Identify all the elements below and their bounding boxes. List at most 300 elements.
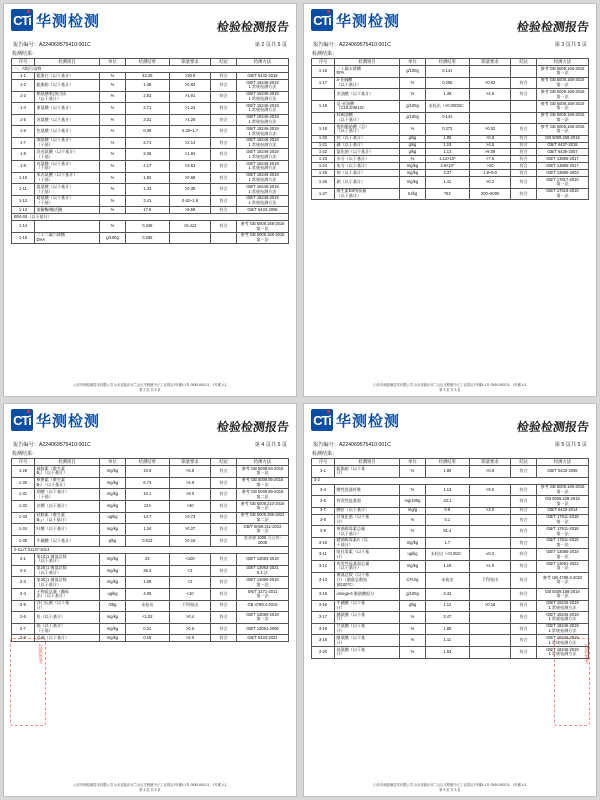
cell-item: 钴胺素（维生素 B₁₂）（以干基计） — [34, 512, 99, 524]
cell-lim: >9.0 — [169, 489, 210, 501]
cell-no: 1-34 — [12, 524, 35, 536]
cell-unit: % — [100, 149, 126, 161]
cell-unit: CFU/g — [400, 572, 426, 588]
cell-res: 1.48 — [125, 79, 169, 91]
cell-unit: % — [100, 221, 126, 233]
cell-meth: GB/T 6433-2022 — [236, 635, 288, 642]
cell-item: 维生素D3残留量 （以干基计） — [334, 188, 399, 200]
cell-jud: 符合 — [211, 79, 237, 91]
cell-meth: 参考 GB 5009.168-2016 第一法 — [536, 112, 588, 124]
section-cell: B04-03（以干基计） — [12, 214, 289, 221]
column-header: 结论 — [211, 459, 237, 466]
cell-res: 0.513 — [125, 535, 169, 547]
cell-no: 1-35 — [12, 535, 35, 547]
table-row — [12, 524, 289, 536]
cell-res: 1.82 — [125, 172, 169, 184]
column-header: 序号 — [312, 59, 335, 66]
cell-jud: 符合 — [211, 577, 237, 589]
cell-meth: 参考 GB 5009.210-2016 第一法 — [236, 500, 288, 512]
cell-res: 1.63 — [425, 646, 469, 658]
table-row — [12, 600, 289, 612]
cell-meth: GB/T 13083-2018 — [236, 554, 288, 566]
cell-meth: 参考 GB 5009.168-2016 第一法 — [236, 221, 288, 233]
cell-meth: GB/T 18246-2019 1 常规检测方法 — [236, 137, 288, 149]
results-table — [311, 58, 589, 200]
cell-unit: mg/kg — [100, 489, 126, 501]
cell-item: 赭曲霉毒素A（以 干基计） — [334, 537, 399, 549]
cell-jud: 符合 — [211, 535, 237, 547]
page-header — [311, 409, 589, 443]
cell-meth: GB/T 18246-2019 1 常规检测方法 — [536, 612, 588, 624]
cell-meth: GB/T 18246-2019 1 常规检测方法 — [236, 103, 288, 115]
column-header: 检测结果 — [125, 459, 169, 466]
cell-no: 1-29 — [12, 466, 35, 478]
cell-meth: 参考 GB 5009.285-2022 第二法 — [236, 512, 288, 524]
cell-item: 赖氨酸/粗蛋白质 （以干基计） — [34, 91, 99, 103]
cell-no: 1-32 — [12, 500, 35, 512]
cell-meth: GB/T 18246-2019 1 常规检测方法 — [236, 172, 288, 184]
results-table — [11, 58, 289, 244]
cell-lim: >1.0 — [469, 561, 510, 573]
cell-res: 1.89 — [425, 466, 469, 478]
table-row — [12, 489, 289, 501]
cell-jud: 符合 — [511, 484, 537, 496]
cell-jud: 符合 — [211, 600, 237, 612]
cell-jud: 符合 — [511, 507, 537, 514]
cell-item: 精氨酸（以干基计） （干基） — [34, 195, 99, 207]
cell-unit: mg/kg — [400, 170, 426, 177]
cell-jud: 符合 — [211, 184, 237, 196]
brand-name: 华测检测 — [36, 12, 101, 30]
cell-res: 3.31 — [125, 114, 169, 126]
cell-item: 反-亚油酸 （C18:2n9t12t） — [334, 100, 399, 112]
column-header: 序号 — [312, 459, 335, 466]
cell-no: 1-10 — [12, 172, 35, 184]
cell-meth: GB/T 13885-2017 — [536, 156, 588, 163]
cell-item: 二十二碳六烯酸 DHA — [34, 232, 99, 244]
cell-no: 2-2 — [12, 565, 35, 577]
cell-unit: mg/kg — [100, 477, 126, 489]
cell-jud: 符合 — [211, 91, 237, 103]
column-header: 单位 — [100, 59, 126, 66]
cell-unit: mg/kg — [100, 500, 126, 512]
cell-lim — [469, 526, 510, 538]
footer-page-number: 第 2 页 共 5 页 — [139, 387, 161, 392]
cell-unit: mg/kg — [400, 537, 426, 549]
cell-res: 未检出 — [425, 572, 469, 588]
table-row — [12, 137, 289, 149]
column-header: 检测方法 — [536, 459, 588, 466]
cell-res: 1.19 — [425, 142, 469, 149]
cell-meth: GB/T 18246-2019 1 常规检测方法 — [236, 184, 288, 196]
page-footer — [311, 780, 589, 792]
cell-lim: >0.92 — [169, 79, 210, 91]
cell-jud: 符合 — [511, 89, 537, 101]
cell-res: 0.19 — [125, 635, 169, 642]
cell-meth: GB 5009.268-2016 — [536, 135, 588, 142]
cell-no: 2-6 — [12, 612, 35, 624]
cell-lim: >3.0 — [469, 507, 510, 514]
cell-meth: 参考 GB 5009.89-2016 第二法 — [236, 489, 288, 501]
cell-meth: GB/T 18246-2019 1 常规检测方法 — [236, 79, 288, 91]
cell-no: 3-12 — [312, 561, 335, 573]
cell-item: 钠（以干基计） — [334, 170, 399, 177]
column-header: 结论 — [211, 59, 237, 66]
cell-item: 第2组1 菌落总数 （以干基计） — [34, 565, 99, 577]
table-row — [312, 170, 589, 177]
cell-no: 1-16 — [312, 66, 335, 78]
cell-lim: >5.8 — [169, 466, 210, 478]
cell-unit: g/kg — [400, 149, 426, 156]
report-page — [3, 403, 297, 797]
cell-item: 氯化钠（以干基计） — [334, 149, 399, 156]
cell-res: 36.3 — [125, 565, 169, 577]
cell-item: 沙门氏菌（以干基 计） — [34, 600, 99, 612]
cell-meth: GB/T 13080-2018 第一法 — [236, 612, 288, 624]
cell-meth: GB/T 13085-2018 第一法 — [536, 549, 588, 561]
page-footer — [11, 780, 289, 792]
cell-meth: GB/T 18246-2019 1 常规检测方法 — [236, 114, 288, 126]
cell-item: 苏氨酸（以干基计） — [34, 114, 99, 126]
cell-meth: 参考 GB 5009.168-2016 第一法 — [536, 66, 588, 78]
cell-unit: % — [100, 195, 126, 207]
table-row — [312, 600, 589, 612]
cell-res: 0.205 — [125, 232, 169, 244]
cell-no: 3-5 — [312, 496, 335, 508]
cell-jud: 符合 — [511, 149, 537, 156]
cell-res: 1.85 — [425, 623, 469, 635]
cell-item: 干物质总量（酶标 法）（以干基计） — [34, 588, 99, 600]
results-label: 检测结果： — [12, 51, 38, 57]
table-row — [312, 549, 589, 561]
cell-no: 1-2 — [12, 79, 35, 91]
cell-meth: GB/T 13885-2017 — [536, 163, 588, 170]
cell-res: 124 — [125, 500, 169, 512]
cell-jud: 符合 — [211, 126, 237, 138]
table-row — [312, 537, 589, 549]
cell-no: 2-8 — [12, 635, 35, 642]
cell-item: 粗脂肪（以干基计） — [34, 79, 99, 91]
logo-dot-icon — [327, 10, 330, 13]
table-row — [12, 535, 289, 547]
cell-unit: g/kg — [400, 135, 426, 142]
table-row — [312, 89, 589, 101]
cell-item: 钙（以干基计） — [334, 135, 399, 142]
cell-no: 2-7 — [12, 623, 35, 635]
cell-res: 81.4 — [425, 526, 469, 538]
cell-unit: % — [400, 124, 426, 136]
cell-no: 3-4 — [312, 484, 335, 496]
cell-res: 1.34 — [125, 524, 169, 536]
cell-jud: 符合 — [511, 170, 537, 177]
cell-res: 10.1 — [125, 489, 169, 501]
cell-lim: >9.59 — [169, 207, 210, 214]
cell-jud: 符合 — [511, 496, 537, 508]
cell-unit: mg/kg — [100, 524, 126, 536]
cell-lim — [469, 646, 510, 658]
cell-lim: >2.0 — [169, 635, 210, 642]
cell-meth: GB/T 17911-2018 第一法 — [536, 514, 588, 526]
column-header: 限量要求 — [469, 59, 510, 66]
report-stamp: 仅供参考 — [583, 644, 589, 664]
footer-page-number: 第 3 页 共 5 页 — [439, 387, 461, 392]
cell-lim — [469, 537, 510, 549]
cell-lim: 0.62~1.6 — [169, 195, 210, 207]
cell-res: 0.1 — [425, 514, 469, 526]
cell-no: 1-7 — [12, 137, 35, 149]
page-indicator: 第 3 页共 5 页 — [554, 42, 587, 48]
cell-res: 43.29 — [125, 73, 169, 80]
report-number: 报告编号：A224069575410:001C — [13, 42, 91, 48]
brand-name: 华测检测 — [36, 412, 101, 430]
footer-address: 山东华测检测技术有限公司 山东省临沂市兰山区半程镇中丘工业园区1号楼4-1号 0539-8002 5、1号楼 4-1 — [73, 783, 227, 788]
cell-lim: >1.84 — [169, 149, 210, 161]
cell-unit: % — [100, 126, 126, 138]
table-row — [12, 114, 289, 126]
table-row — [312, 124, 589, 136]
cell-meth: GB/T 17911-2018 第一法 — [536, 526, 588, 538]
cell-res: 2.71 — [125, 137, 169, 149]
cell-res: 1.11 — [425, 177, 469, 189]
cell-meth: 参考 GB 5009.168-2016 第一法 — [536, 124, 588, 136]
cell-no: 1-22 — [312, 149, 335, 156]
cell-jud: 符合 — [211, 477, 237, 489]
cell-res: 782 — [425, 188, 469, 200]
table-row — [12, 149, 289, 161]
cell-meth: GB/T 18246-2019 1 常规检测方法 — [236, 126, 288, 138]
cell-unit: % — [400, 646, 426, 658]
cell-no: 3-9 — [312, 526, 335, 538]
report-title: 检验检测报告 — [215, 20, 290, 34]
cell-res: 0.39 — [125, 126, 169, 138]
table-row — [312, 484, 589, 496]
cell-meth: GB/T 13885-2003 — [536, 170, 588, 177]
cell-unit: % — [400, 77, 426, 89]
cell-no: 3-17 — [312, 612, 335, 624]
table-row — [312, 496, 589, 508]
cell-item: 过氧化值（以干基 计） — [334, 514, 399, 526]
cell-item: 烟酸（以干基计） （干基） — [34, 489, 99, 501]
brand-logo — [11, 9, 100, 31]
page-indicator: 第 2 页共 5 页 — [254, 42, 287, 48]
cell-no: 1-5 — [12, 114, 35, 126]
cell-meth: GB/T 18246-2019 1 常规检测方法 — [236, 161, 288, 173]
cell-no: 1-30 — [12, 477, 35, 489]
cell-jud: 符合 — [511, 572, 537, 588]
cell-jud: 符合 — [511, 561, 537, 573]
table-row — [312, 588, 589, 600]
cell-item: 磷（以干基计） — [334, 142, 399, 149]
cell-res: 0.141 — [425, 112, 469, 124]
cell-lim — [469, 514, 510, 526]
cell-no: 1-24 — [312, 163, 335, 170]
cell-res: 1.39 — [425, 89, 469, 101]
cell-lim: >0.6 — [169, 623, 210, 635]
cell-jud: 符合 — [211, 73, 237, 80]
table-row — [312, 156, 589, 163]
page-header — [11, 409, 289, 443]
cell-no: 1-31 — [12, 489, 35, 501]
cell-unit: mg/kg — [100, 466, 126, 478]
cell-meth: 参考 GB 5009.168-2016 第一法 — [536, 89, 588, 101]
cell-meth: 参考 GB 5009.84-2016 第一法 — [236, 466, 288, 478]
cell-item: 脯氨酸（以干基 计） — [334, 612, 399, 624]
cell-no: 1-14 — [12, 221, 35, 233]
cell-unit: % — [400, 635, 426, 647]
column-header: 单位 — [400, 459, 426, 466]
report-page — [3, 3, 297, 397]
column-header: 限量要求 — [469, 459, 510, 466]
cell-item — [34, 221, 99, 233]
cell-no: 1-6 — [12, 126, 35, 138]
table-row — [12, 79, 289, 91]
cell-unit: g/kg — [400, 142, 426, 149]
cell-item: 总砷（以干基计） — [34, 635, 99, 642]
cell-meth: GB/T 13091-2022 第一法 — [536, 561, 588, 573]
cell-lim: >7.5 — [469, 156, 510, 163]
cell-res: 未检出 — [125, 600, 169, 612]
cell-res: 未检出（<0.002） — [425, 549, 469, 561]
cell-unit: g/100g — [100, 232, 126, 244]
cell-jud — [511, 100, 537, 112]
cell-unit: mg/kg — [400, 177, 426, 189]
cell-item: 饱和脂肪酸（总） （以干基计） — [334, 124, 399, 136]
cell-no — [312, 89, 335, 101]
cell-lim: >20 — [469, 163, 510, 170]
table-row — [12, 477, 289, 489]
cell-jud: 符合 — [511, 623, 537, 635]
cell-item: a-亚麻酸 （以干基计） — [334, 77, 399, 89]
cell-jud: 符合 — [511, 156, 537, 163]
cell-unit: % — [400, 623, 426, 635]
cell-lim — [469, 66, 510, 78]
page-indicator: 第 4 页共 5 页 — [254, 442, 287, 448]
cell-no: 2-3 — [12, 577, 35, 589]
cell-lim: 1.8~9.0 — [469, 170, 510, 177]
cti-logo-icon: CTi — [11, 409, 33, 431]
cell-lim: 0.25~1.7 — [169, 126, 210, 138]
cell-item: 组氨酸（以干基计） （干基） — [34, 184, 99, 196]
cell-jud — [511, 66, 537, 78]
cell-jud: 符合 — [211, 635, 237, 642]
cell-item: 亚油酸（以干基计） — [334, 89, 399, 101]
cell-lim: <2 — [169, 565, 210, 577]
cell-no: 1-15 — [12, 232, 35, 244]
cell-meth: GB/T 17817-2010 第一法 — [536, 177, 588, 189]
cell-lim — [469, 588, 510, 600]
report-number-row — [311, 41, 589, 48]
column-header: 检测结果 — [425, 459, 469, 466]
cell-unit: % — [100, 79, 126, 91]
cell-no: 3-1 — [312, 466, 335, 478]
table-row — [12, 91, 289, 103]
table-row — [312, 514, 589, 526]
table-row — [312, 188, 589, 200]
cell-res: 23.1 — [425, 496, 469, 508]
table-row — [12, 103, 289, 115]
cell-jud: 符合 — [211, 612, 237, 624]
results-label: 检测结果： — [12, 451, 38, 457]
footer-address: 山东华测检测技术有限公司 山东省临沂市兰山区半程镇中丘工业园区1号楼4-1号 0539-8002 5、1号楼 4-1 — [373, 383, 527, 388]
footer-address: 山东华测检测技术有限公司 山东省临沂市兰山区半程镇中丘工业园区1号楼4-1号 0539-8002 5、1号楼 4-1 — [373, 783, 527, 788]
cell-lim — [469, 112, 510, 124]
cell-unit: g/100g — [400, 66, 426, 78]
cell-meth: GB/T 6433-2006 — [536, 466, 588, 478]
cell-unit: g/100g — [400, 588, 426, 600]
cell-jud: 符合 — [211, 221, 237, 233]
cell-meth: SN/T 3271-2011 第一法 — [236, 588, 288, 600]
cell-lim — [469, 496, 510, 508]
cell-item: 呕吐毒素（以干基 计） — [334, 549, 399, 561]
cell-item: 酪氨酸（以干基 计） — [334, 635, 399, 647]
cell-res: 0.31 — [125, 623, 169, 635]
section-cell: 2-GL/T 31137-2014 — [12, 547, 289, 554]
cell-meth: 参考 GB 5009.168-2016 第一法 — [236, 232, 288, 244]
cell-unit: mg/kg — [100, 577, 126, 589]
table-row — [12, 500, 289, 512]
column-header: 序号 — [12, 59, 35, 66]
cell-res: 1.13 — [425, 484, 469, 496]
section-cell: 3-2 — [312, 477, 589, 484]
table-row — [312, 177, 589, 189]
cell-unit: % — [100, 207, 126, 214]
cell-item: 亮氨酸（以干基计） （干基） — [34, 161, 99, 173]
cell-lim: >0.35 — [169, 184, 210, 196]
page-footer — [11, 380, 289, 392]
cell-meth: GB/T 18246-2019 1 常规检测方法 — [236, 195, 288, 207]
cell-res: 3.37 — [425, 170, 469, 177]
cell-res: 0.346 — [125, 221, 169, 233]
cell-lim — [169, 232, 210, 244]
cell-jud: 符合 — [211, 149, 237, 161]
cell-meth: GB/T 13082-2021 6.1 法 — [236, 565, 288, 577]
cell-jud: 符合 — [211, 103, 237, 115]
results-table — [11, 458, 289, 642]
table-header-row — [12, 59, 289, 66]
cell-lim: <10 — [169, 588, 210, 600]
cell-jud: 符合 — [211, 195, 237, 207]
cell-lim: >40 — [169, 500, 210, 512]
cell-unit: % — [100, 172, 126, 184]
cell-lim — [469, 100, 510, 112]
cell-meth: GB/T 18246-2019 1 常规检测方法 — [536, 635, 588, 647]
cell-item: 核黄素（维生素 B₂）（以干基计） — [34, 477, 99, 489]
cell-res: 1.11 — [425, 635, 469, 647]
cell-jud: 符合 — [211, 207, 237, 214]
cell-jud — [211, 232, 237, 244]
cell-jud: 符合 — [211, 489, 237, 501]
cell-item: 棕榈油酸 （以干基计） — [334, 112, 399, 124]
cell-unit: g/kg — [100, 535, 126, 547]
cell-unit: % — [100, 73, 126, 80]
cell-no: 3-13 — [312, 572, 335, 588]
cell-unit: mg/g — [400, 507, 426, 514]
cell-res: 2.71 — [125, 103, 169, 115]
cell-jud: 符合 — [511, 549, 537, 561]
cell-meth: 农业部 1005 号公告- 2008 — [236, 535, 288, 547]
cell-res: 2.36 — [125, 149, 169, 161]
cell-res: 1.7 — [425, 537, 469, 549]
report-page — [303, 3, 597, 397]
table-row — [12, 577, 289, 589]
report-title: 检验检测报告 — [515, 420, 590, 434]
report-title: 检验检测报告 — [515, 20, 590, 34]
cell-unit: % — [100, 103, 126, 115]
cell-meth: 参考 GB 5009.168-2016 第一法 — [536, 100, 588, 112]
cell-no: 1-1 — [12, 73, 35, 80]
cell-unit: mg/kg — [400, 163, 426, 170]
cell-no: 2-4 — [12, 588, 35, 600]
